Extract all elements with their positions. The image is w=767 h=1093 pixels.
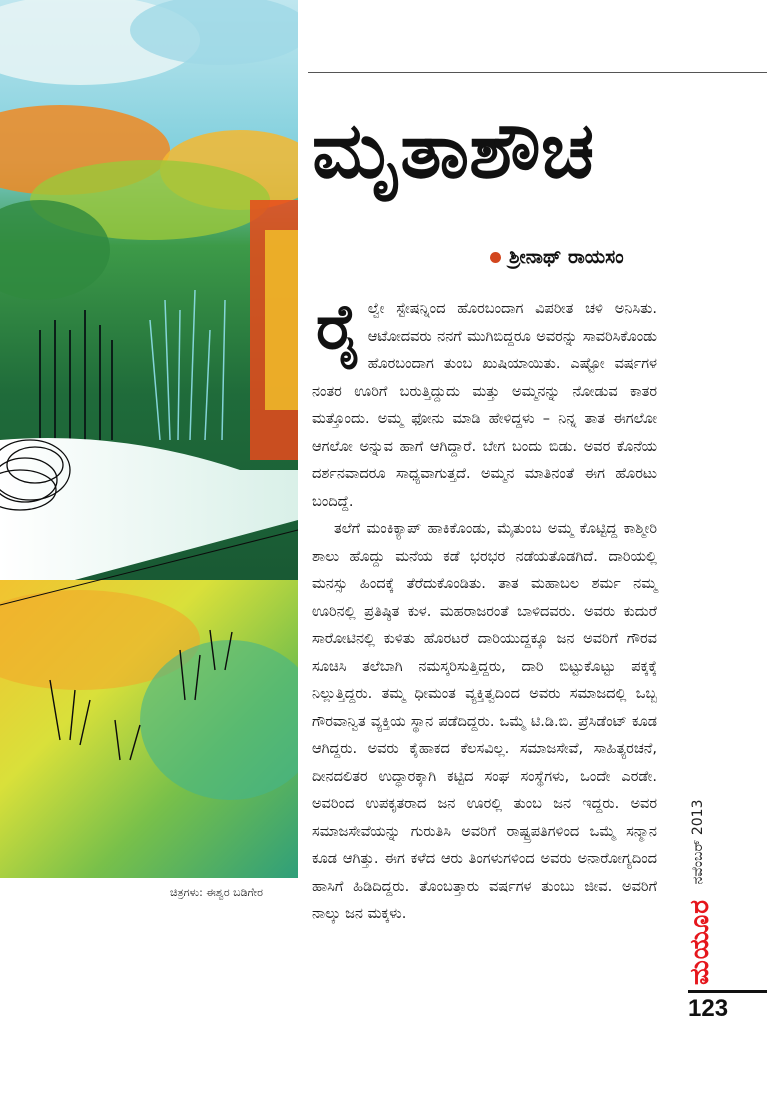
drop-cap: ರೈ	[316, 290, 362, 363]
illustration-credit: ಚಿತ್ರಗಳು: ಈಶ್ವರ ಬಡಿಗೇರ	[170, 886, 263, 899]
paragraph-2: ತಲೆಗೆ ಮಂಕಿಕ್ಯಾಪ್ ಹಾಕಿಕೊಂಡು, ಮೈತುಂಬ ಅಮ್ಮ ಕೊಟ್ಟಿದ್ದ ಕಾಶ್ಮೀರಿ ಶಾಲು ಹೊದ್ದು ಮನೆಯ ಕಡೆ ಭರಭರ ನಡೆಯತೊಡಗಿದೆ. ದಾರಿಯಲ್ಲಿ ಮನಸ್ಸು ಹಿಂದಕ್ಕೆ ತೆರೆದುಕೊಂಡಿತು. ತಾತ ಮಹಾಬಲ ಶರ್ಮ ನಮ್ಮ ಊರಿನಲ್ಲಿ ಪ್ರತಿಷ್ಠಿತ ಕುಳ. ಮಹರಾಜರಂತೆ ಬಾಳಿದವರು. ಅವರು ಕುದುರೆ ಸಾರೋಟಿನಲ್ಲಿ ಕುಳಿತು ಹೊರಟರೆ ದಾರಿಯುದ್ದಕ್ಕೂ ಜನ ಅವರಿಗೆ ಗೌರವ ಸೂಚಿಸಿ ತಲೆಬಾಗಿ ನಮಸ್ಕರಿಸುತ್ತಿದ್ದರು, ದಾರಿ ಬಿಟ್ಟುಕೊಟ್ಟು ಪಕ್ಕಕ್ಕೆ ನಿಲ್ಲುತ್ತಿದ್ದರು. ತಮ್ಮ ಧೀಮಂತ ವ್ಯಕ್ತಿತ್ವದಿಂದ ಅವರು ಸಮಾಜದಲ್ಲಿ ಒಬ್ಬ ಗೌರವಾನ್ವಿತ ವ್ಯಕ್ತಿಯ ಸ್ಥಾನ ಪಡೆದಿದ್ದರು. ಒಮ್ಮೆ ಟಿ.ಡಿ.ಬಿ. ಪ್ರೆಸಿಡೆಂಟ್ ಕೂಡ ಆಗಿದ್ದರು. ಅವರು ಕೈಹಾಕದ ಕೆಲಸವಿಲ್ಲ. ಸಮಾಜಸೇವೆ, ಸಾಹಿತ್ಯರಚನೆ, ದೀನದಲಿತರ ಉದ್ಧಾರಕ್ಕಾಗಿ ಕಟ್ಟಿದ ಸಂಘ ಸಂಸ್ಥೆಗಳು, ಒಂದೇ ಎರಡೇ. ಅವರಿಂದ ಉಪಕೃತರಾದ ಜನ ಊರಲ್ಲಿ ತುಂಬ ಜನ ಇದ್ದರು. ಅವರ ಸಮಾಜಸೇವೆಯನ್ನು ಗುರುತಿಸಿ ಅವರಿಗೆ ರಾಷ್ಟ್ರಪತಿಗಳಿಂದ ಒಮ್ಮೆ ಸನ್ಮಾನ ಕೂಡ ಆಗಿತ್ತು. ಈಗ ಕಳೆದ ಆರು ತಿಂಗಳುಗಳಿಂದ ಅವರು ಅನಾರೋಗ್ಯದಿಂದ ಹಾಸಿಗೆ ಹಿಡಿದಿದ್ದರು. ತೊಂಬತ್ತಾರು ವರ್ಷಗಳ ತುಂಬು ಜೀವ. ಅವರಿಗೆ ನಾಲ್ಕು ಜನ ಮಕ್ಕಳು.	[312, 521, 657, 922]
magazine-logo: ಮಯೂರ	[685, 899, 715, 985]
paragraph-1	[312, 290, 657, 516]
page-number: 123	[688, 995, 729, 1022]
paragraph-1-text: ಲ್ವೇ ಸ್ಟೇಷನ್ನಿಂದ ಹೊರಬಂದಾಗ ವಿಪರೀತ ಚಳಿ ಅನಿಸಿತು. ಆಟೋದವರು ನನಗೆ ಮುಗಿಬಿದ್ದರೂ ಅವರನ್ನು ಸಾವರಿಸಿಕೊಂಡು ಹೊರಬಂದಾಗ ತುಂಬ ಖುಷಿಯಾಯಿತು. ಎಷ್ಟೋ ವರ್ಷಗಳ ನಂತರ ಊರಿಗೆ ಬರುತ್ತಿದ್ದುದು ಮತ್ತು ಅಮ್ಮನನ್ನು ನೋಡುವ ಕಾತರ ಮತ್ತೊಂದು. ಅಮ್ಮ ಫೋನು ಮಾಡಿ ಹೇಳಿದ್ದಳು – ನಿನ್ನ ತಾತ ಈಗಲೋ ಆಗಲೋ ಅನ್ನುವ ಹಾಗೆ ಆಗಿದ್ದಾರೆ. ಬೇಗ ಬಂದು ಬಿಡು. ಅವರ ಕೊನೆಯ ದರ್ಶನವಾದರೂ ಸಾಧ್ಯವಾಗುತ್ತದೆ. ಅಮ್ಮನ ಮಾತಿನಂತೆ ಈಗ ಹೊರಟು ಬಂದಿದ್ದೆ.	[312, 301, 657, 510]
bullet-icon	[490, 252, 501, 263]
page-number-rule	[688, 990, 767, 993]
byline	[490, 246, 624, 268]
header-rule	[308, 72, 767, 73]
issue-date: ನವೆಂಬರ್ 2013	[690, 799, 706, 885]
author-name: ಶ್ರೀನಾಥ್ ರಾಯಸಂ	[509, 246, 624, 268]
illustration	[0, 0, 298, 878]
article-title: ಮೃತಾಶೌಚ	[312, 106, 595, 196]
article-body	[312, 290, 657, 929]
